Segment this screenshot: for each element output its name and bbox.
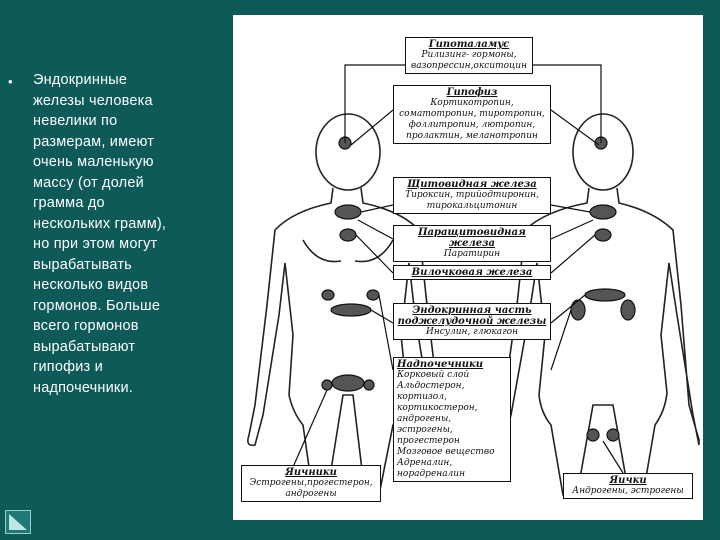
- label-hypothalamus: [405, 37, 533, 74]
- female-ovary-left: [322, 380, 332, 390]
- female-thyroid-gland: [335, 205, 361, 219]
- female-adrenal-left: [322, 290, 334, 300]
- label-ovaries: [241, 465, 381, 502]
- female-head: [316, 114, 380, 190]
- thymus-title: Вилочковая железа: [411, 267, 533, 278]
- pituitary-hormones: Кортикотропин, соматотропин, тиротропин, фоллитропин, лютропин, пролактин, меланотропин: [399, 98, 545, 141]
- female-thymus-gland: [340, 229, 356, 241]
- male-head: [573, 114, 633, 190]
- testes-hormones: Андрогены, эстрогены: [572, 486, 684, 496]
- parathyroid-hormones: Паратирин: [443, 249, 501, 259]
- hypothalamus-title: Гипоталамус: [428, 39, 510, 50]
- male-testis-left: [587, 429, 599, 441]
- label-pituitary: [393, 85, 551, 144]
- hypothalamus-hormones: Рилизинг- гормоны, вазопрессин,окситоцин: [410, 50, 528, 71]
- ovaries-title: Яичники: [285, 467, 337, 478]
- female-uterus: [332, 375, 364, 391]
- pancreas-title: Эндокринная часть поджелудочной железы: [397, 305, 547, 327]
- adrenal-hormones: Корковый слой Альдостерон, кортизол, кортикостерон, андрогены, эстрогены, прогестерон Мозговое вещество Адреналин, норадреналин: [397, 370, 495, 479]
- thyroid-title: Щитовидная железа: [407, 179, 537, 190]
- thyroid-hormones: Тироксин, трийодтиронин, тирокальцитонин: [405, 190, 539, 211]
- ovaries-hormones: Эстрогены,прогестерон, андрогены: [249, 478, 373, 499]
- male-thyroid-gland: [590, 205, 616, 219]
- previous-slide-button[interactable]: [5, 510, 31, 534]
- label-parathyroid: [393, 225, 551, 262]
- male-adrenal-left: [571, 300, 585, 320]
- label-thyroid: [393, 177, 551, 214]
- male-testis-right: [607, 429, 619, 441]
- testes-title: Яички: [609, 475, 647, 486]
- male-thymus-gland: [595, 229, 611, 241]
- endocrine-diagram: [233, 15, 703, 520]
- adrenal-title: Надпочечники: [397, 359, 484, 370]
- parathyroid-title: Паращитовидная железа: [418, 227, 526, 249]
- pancreas-hormones: Инсулин, глюкагон: [425, 327, 519, 337]
- bullet-marker: •: [8, 74, 13, 89]
- label-testes: [563, 473, 693, 499]
- connector-ovaries: [293, 390, 327, 467]
- label-thymus: [393, 265, 551, 280]
- triangle-arrow-icon: [6, 511, 30, 533]
- male-adrenal-right: [621, 300, 635, 320]
- slide-body-text: Эндокринные железы человека невелики по размерам, имеют очень маленькую массу (от долей грамма до нескольких грамм), но при этом могут вырабатывать несколько видов гормонов. Больше всего гормонов вырабатывают гипофиз и надпочечники.: [33, 72, 167, 396]
- female-adrenal-right: [367, 290, 379, 300]
- pituitary-title: Гипофиз: [446, 87, 498, 98]
- female-ovary-right: [364, 380, 374, 390]
- female-pancreas: [331, 304, 371, 316]
- male-pancreas: [585, 289, 625, 301]
- label-adrenal: [393, 357, 511, 482]
- label-pancreas: [393, 303, 551, 340]
